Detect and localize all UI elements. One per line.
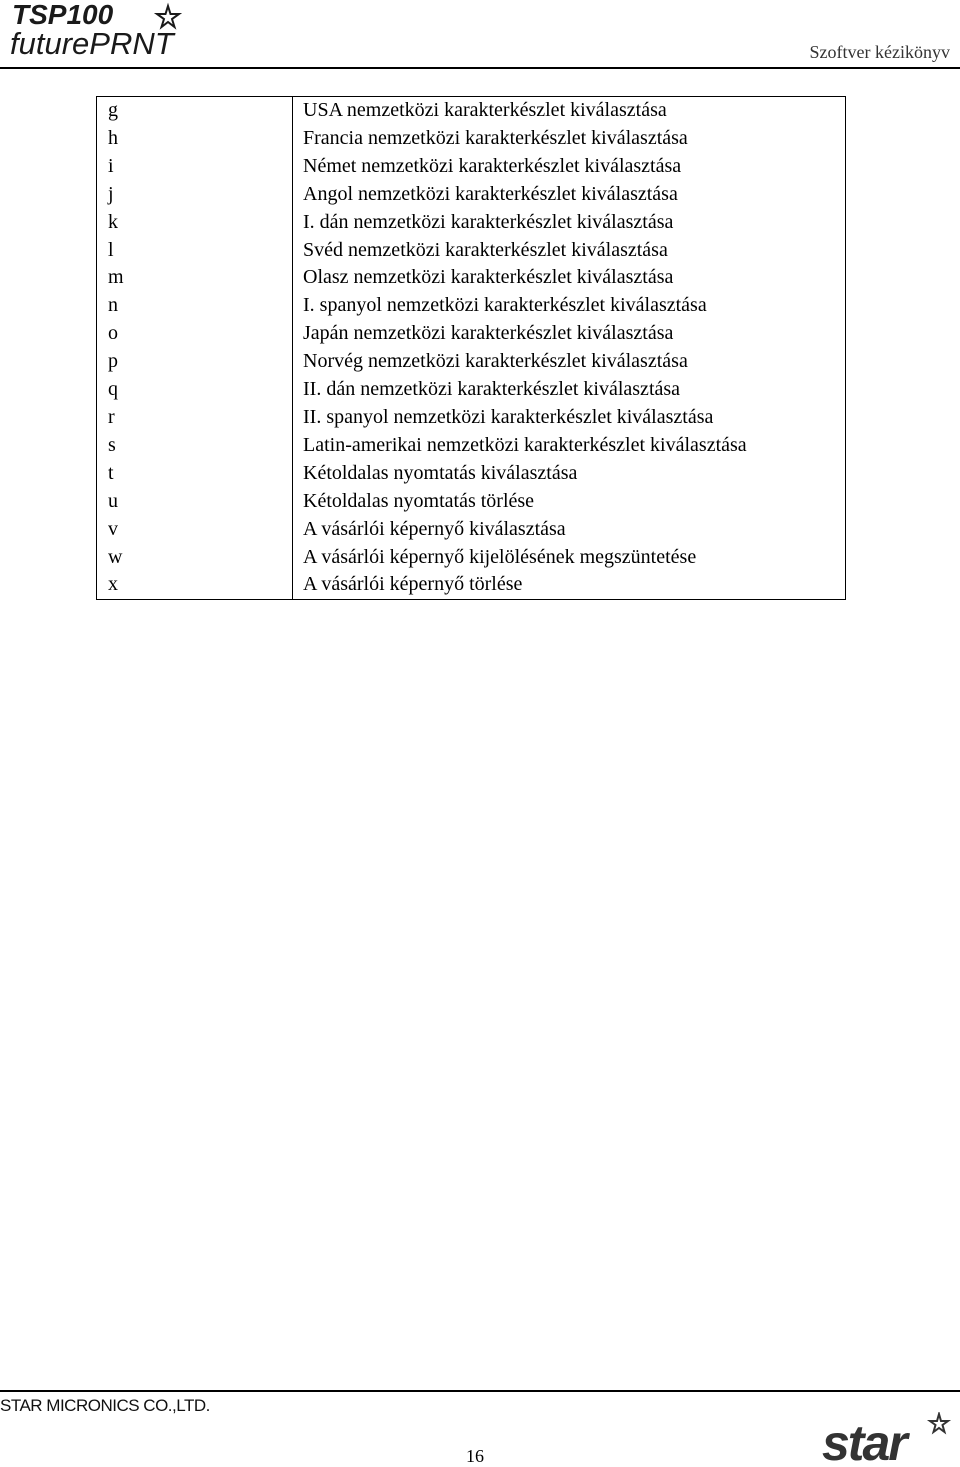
- command-description: Olasz nemzetközi karakterkészlet kiválasztása: [293, 264, 846, 292]
- command-description: A vásárlói képernyő kiválasztása: [293, 516, 846, 544]
- command-key: k: [97, 209, 293, 237]
- command-description: A vásárlói képernyő törlése: [293, 571, 846, 599]
- page-number: 16: [466, 1446, 484, 1466]
- table-row: [97, 571, 846, 599]
- table-row: [97, 125, 846, 153]
- header-title: Szoftver kézikönyv: [809, 42, 950, 62]
- command-description: Német nemzetközi karakterkészlet kiválasztása: [293, 153, 846, 181]
- table-row: [97, 264, 846, 292]
- command-description: USA nemzetközi karakterkészlet kiválasztása: [293, 97, 846, 125]
- command-description: II. spanyol nemzetközi karakterkészlet kiválasztása: [293, 404, 846, 432]
- logo-line-1: TSP100: [12, 0, 114, 30]
- command-key: w: [97, 544, 293, 572]
- command-description: Latin-amerikai nemzetközi karakterkészlet kiválasztása: [293, 432, 846, 460]
- logo-line-2: futurePRNT: [10, 26, 174, 61]
- table-row: [97, 404, 846, 432]
- command-description: Kétoldalas nyomtatás kiválasztása: [293, 460, 846, 488]
- command-key: q: [97, 376, 293, 404]
- command-description: II. dán nemzetközi karakterkészlet kiválasztása: [293, 376, 846, 404]
- command-key: p: [97, 348, 293, 376]
- command-key: g: [97, 97, 293, 125]
- command-table-body: [97, 97, 846, 600]
- tsp100-futureprnt-logo: [10, 0, 235, 62]
- table-row: [97, 516, 846, 544]
- command-description: Svéd nemzetközi karakterkészlet kiválasztása: [293, 237, 846, 265]
- table-row: [97, 376, 846, 404]
- command-key: m: [97, 264, 293, 292]
- command-description: Japán nemzetközi karakterkészlet kiválasztása: [293, 320, 846, 348]
- table-row: [97, 153, 846, 181]
- command-description: Angol nemzetközi karakterkészlet kiválasztása: [293, 181, 846, 209]
- table-row: [97, 209, 846, 237]
- table-row: [97, 488, 846, 516]
- table-row: [97, 237, 846, 265]
- table-row: [97, 460, 846, 488]
- command-key: j: [97, 181, 293, 209]
- footer-rule: [0, 1390, 960, 1392]
- command-key: i: [97, 153, 293, 181]
- table-row: [97, 292, 846, 320]
- command-description: I. dán nemzetközi karakterkészlet kiválasztása: [293, 209, 846, 237]
- command-description: Norvég nemzetközi karakterkészlet kiválasztása: [293, 348, 846, 376]
- command-key: o: [97, 320, 293, 348]
- table-row: [97, 432, 846, 460]
- command-key: t: [97, 460, 293, 488]
- command-key: r: [97, 404, 293, 432]
- command-key: v: [97, 516, 293, 544]
- command-key: n: [97, 292, 293, 320]
- company-name: STAR MICRONICS CO.,LTD.: [0, 1396, 210, 1415]
- star-brand-logo: [822, 1412, 952, 1464]
- star-brand-star-icon: [930, 1414, 948, 1432]
- command-key: h: [97, 125, 293, 153]
- logo-star-icon: [157, 6, 179, 27]
- star-brand-text: star: [822, 1415, 906, 1464]
- table-row: [97, 544, 846, 572]
- command-key: l: [97, 237, 293, 265]
- table-row: [97, 348, 846, 376]
- command-key: x: [97, 571, 293, 599]
- table-row: [97, 181, 846, 209]
- command-description: Kétoldalas nyomtatás törlése: [293, 488, 846, 516]
- command-table: [96, 96, 846, 600]
- command-key: u: [97, 488, 293, 516]
- command-description: Francia nemzetközi karakterkészlet kiválasztása: [293, 125, 846, 153]
- header-rule: [0, 67, 960, 69]
- command-description: I. spanyol nemzetközi karakterkészlet kiválasztása: [293, 292, 846, 320]
- command-description: A vásárlói képernyő kijelölésének megszüntetése: [293, 544, 846, 572]
- command-key: s: [97, 432, 293, 460]
- table-row: [97, 97, 846, 125]
- table-row: [97, 320, 846, 348]
